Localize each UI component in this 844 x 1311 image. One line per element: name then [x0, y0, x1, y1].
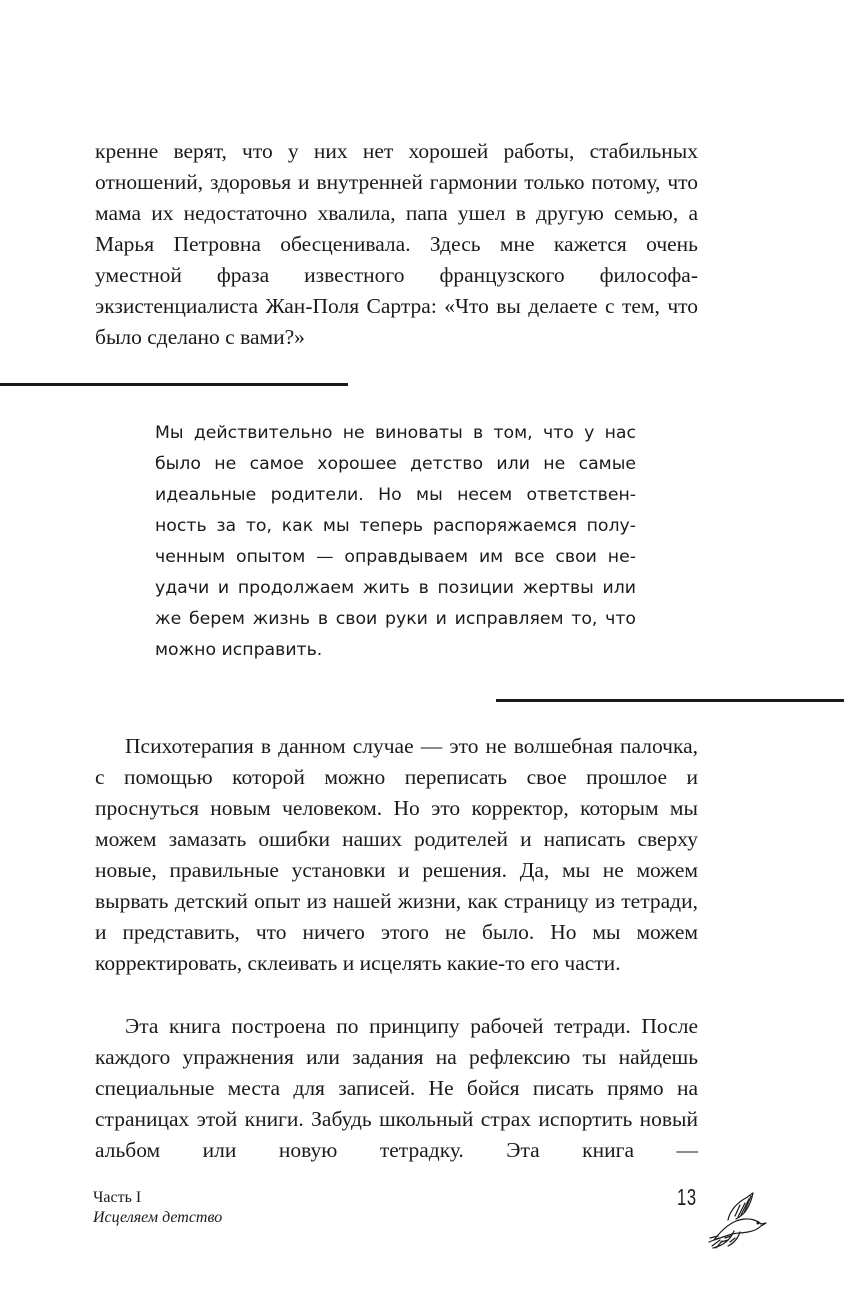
pull-quote-bottom-rule	[496, 699, 844, 702]
body-paragraph-psychotherapy: Психотерапия в данном случае — это не волшебная палочка, с помощью которой можно переписать свое прошлое и проснуться новым человеком. Но это корректор, которым мы можем замазать ошибки наших родителей и написать сверху новые, правильные установки и решения. Да, мы не можем вырвать детский опыт из нашей жизни, как страницу из тетради, и представить, что ничего этого не было. Но мы можем корректировать, склеивать и исцелять какие-то его части.	[95, 734, 698, 975]
footer-subtitle: Исцеляем детство	[93, 1209, 223, 1226]
body-paragraph-book: Эта книга построена по принципу рабочей тетради. После каждого упражнения или задания на рефлексию ты найдешь специальные места для записей. Не бойся писать прямо на страницах этой книги. Забудь школьный страх испортить новый альбом или новую тетрадку. Эта книга —	[95, 1014, 698, 1162]
pull-quote: Мы действительно не виноваты в том, что у нас было не самое хорошее детство или не самые идеальные родители. Но мы несем ответственность за то, как мы теперь распоряжаемся полученным опытом — оправдываем им все свои неудачи и продолжаем жить в позиции жертвы или же берем жизнь в свои руки и исправляем то, что можно исправить.	[155, 423, 636, 660]
footer-part-label: Часть I	[93, 1189, 142, 1206]
pull-quote-top-rule	[0, 383, 348, 386]
bird-icon	[704, 1186, 770, 1252]
page-number: 13	[677, 1184, 697, 1210]
body-paragraph-continuation: кренне верят, что у них нет хорошей работы, стабильных отношений, здоровья и внутренней гармонии только потому, что мама их недостаточно хвалила, папа ушел в другую семью, а Марья Петровна обесценивала. Здесь мне кажется очень уместной фраза известного французского философа-экзистенциалиста Жан-Поля Сартра: «Что вы делаете с тем, что было сделано с вами?»	[95, 139, 698, 349]
